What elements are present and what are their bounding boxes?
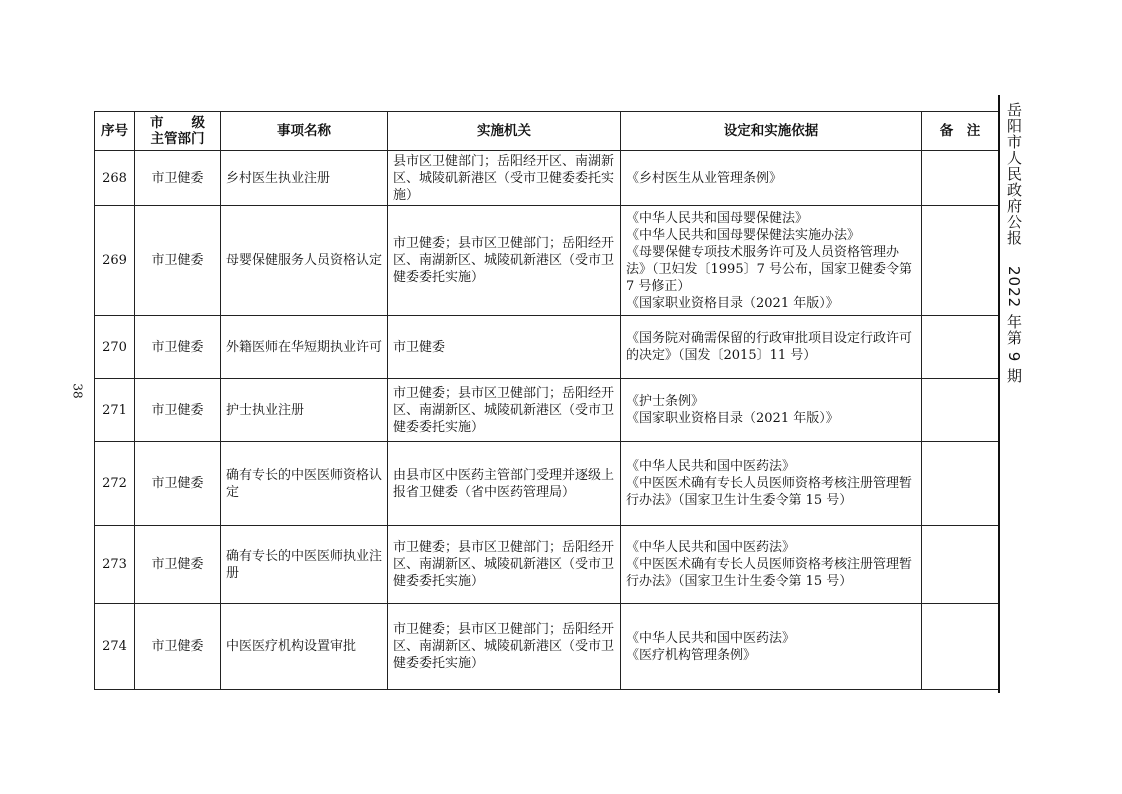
basis-line: 《国家职业资格目录（2021 年版）》 [626, 295, 839, 311]
table-row [95, 442, 999, 526]
row-basis [621, 151, 922, 206]
row-remarks [922, 604, 999, 690]
header-dept-line1-right: 级 [191, 115, 205, 131]
basis-line: 《国家职业资格目录（2021 年版）》 [626, 411, 839, 426]
basis-line: 《中华人民共和国中医药法》 [626, 459, 796, 474]
header-seq: 序号 [95, 112, 135, 151]
table-row [95, 526, 999, 604]
row-basis [621, 316, 922, 379]
row-seq: 274 [95, 604, 135, 690]
row-dept: 市卫健委 [135, 379, 221, 442]
basis-line: 《国务院对确需保留的行政审批项目设定行政许可的决定》（国发〔2015〕11 号） [626, 331, 913, 363]
row-dept: 市卫健委 [135, 604, 221, 690]
row-dept: 市卫健委 [135, 526, 221, 604]
row-agency: 市卫健委；县市区卫健部门；岳阳经开区、南湖新区、城陵矶新港区（受市卫健委委托实施） [388, 526, 621, 604]
header-dept-line2: 主管部门 [150, 131, 205, 147]
row-agency: 市卫健委；县市区卫健部门；岳阳经开区、南湖新区、城陵矶新港区（受市卫健委委托实施） [388, 206, 621, 316]
row-basis [621, 604, 922, 690]
row-item: 乡村医生执业注册 [221, 151, 388, 206]
row-seq: 269 [95, 206, 135, 316]
row-agency: 县市区卫健部门；岳阳经开区、南湖新区、城陵矶新港区（受市卫健委委托实施） [388, 151, 621, 206]
table-row [95, 316, 999, 379]
basis-line: 《护士条例》 [626, 394, 705, 409]
row-item: 母婴保健服务人员资格认定 [221, 206, 388, 316]
row-item: 中医医疗机构设置审批 [221, 604, 388, 690]
row-dept: 市卫健委 [135, 151, 221, 206]
row-dept: 市卫健委 [135, 316, 221, 379]
header-agency: 实施机关 [388, 112, 621, 151]
basis-line: 《中华人民共和国母婴保健法》 [626, 210, 809, 226]
row-item: 护士执业注册 [221, 379, 388, 442]
side-header-issue: 2022 年第 9 期 [1005, 266, 1023, 385]
row-agency: 由县市区中医药主管部门受理并逐级上报省卫健委（省中医药管理局） [388, 442, 621, 526]
row-item: 外籍医师在华短期执业许可 [221, 316, 388, 379]
side-header-publication: 岳阳市人民政府公报 [1005, 102, 1023, 246]
row-item: 确有专长的中医医师执业注册 [221, 526, 388, 604]
row-basis [621, 206, 922, 316]
row-remarks [922, 526, 999, 604]
row-item: 确有专长的中医医师资格认定 [221, 442, 388, 526]
header-dept [135, 112, 221, 151]
row-agency: 市卫健委；县市区卫健部门；岳阳经开区、南湖新区、城陵矶新港区（受市卫健委委托实施） [388, 379, 621, 442]
licensing-table [94, 111, 999, 690]
row-remarks [922, 206, 999, 316]
header-basis: 设定和实施依据 [621, 112, 922, 151]
row-basis [621, 442, 922, 526]
row-agency: 市卫健委；县市区卫健部门；岳阳经开区、南湖新区、城陵矶新港区（受市卫健委委托实施） [388, 604, 621, 690]
basis-line: 《乡村医生从业管理条例》 [626, 170, 783, 186]
basis-line: 《母婴保健专项技术服务许可及人员资格管理办法》（卫妇发〔1995〕7 号公布，国家卫健委令第 7 号修正） [626, 244, 912, 294]
table-row [95, 206, 999, 316]
header-dept-line1-left: 市 [150, 115, 164, 131]
row-remarks [922, 442, 999, 526]
basis-line: 《中华人民共和国中医药法》 [626, 540, 796, 555]
row-seq: 273 [95, 526, 135, 604]
row-seq: 270 [95, 316, 135, 379]
row-basis [621, 526, 922, 604]
row-seq: 271 [95, 379, 135, 442]
table-header-row [95, 112, 999, 151]
basis-line: 《中华人民共和国中医药法》 [626, 630, 796, 646]
table-row [95, 379, 999, 442]
table-row [95, 604, 999, 690]
spine-divider [998, 95, 1000, 693]
row-seq: 268 [95, 151, 135, 206]
row-dept: 市卫健委 [135, 442, 221, 526]
basis-line: 《医疗机构管理条例》 [626, 647, 757, 663]
row-dept: 市卫健委 [135, 206, 221, 316]
basis-line: 《中医医术确有专长人员医师资格考核注册管理暂行办法》（国家卫生计生委令第 15 号） [626, 557, 913, 589]
row-seq: 272 [95, 442, 135, 526]
side-header [1004, 102, 1025, 384]
row-remarks [922, 379, 999, 442]
row-remarks [922, 151, 999, 206]
row-agency: 市卫健委 [388, 316, 621, 379]
header-remarks: 备 注 [922, 112, 999, 151]
page-number: 38 [70, 383, 85, 399]
row-basis [621, 379, 922, 442]
basis-line: 《中医医术确有专长人员医师资格考核注册管理暂行办法》（国家卫生计生委令第 15 号） [626, 476, 913, 508]
header-item: 事项名称 [221, 112, 388, 151]
basis-line: 《中华人民共和国母婴保健法实施办法》 [626, 227, 861, 243]
table-row [95, 151, 999, 206]
row-remarks [922, 316, 999, 379]
